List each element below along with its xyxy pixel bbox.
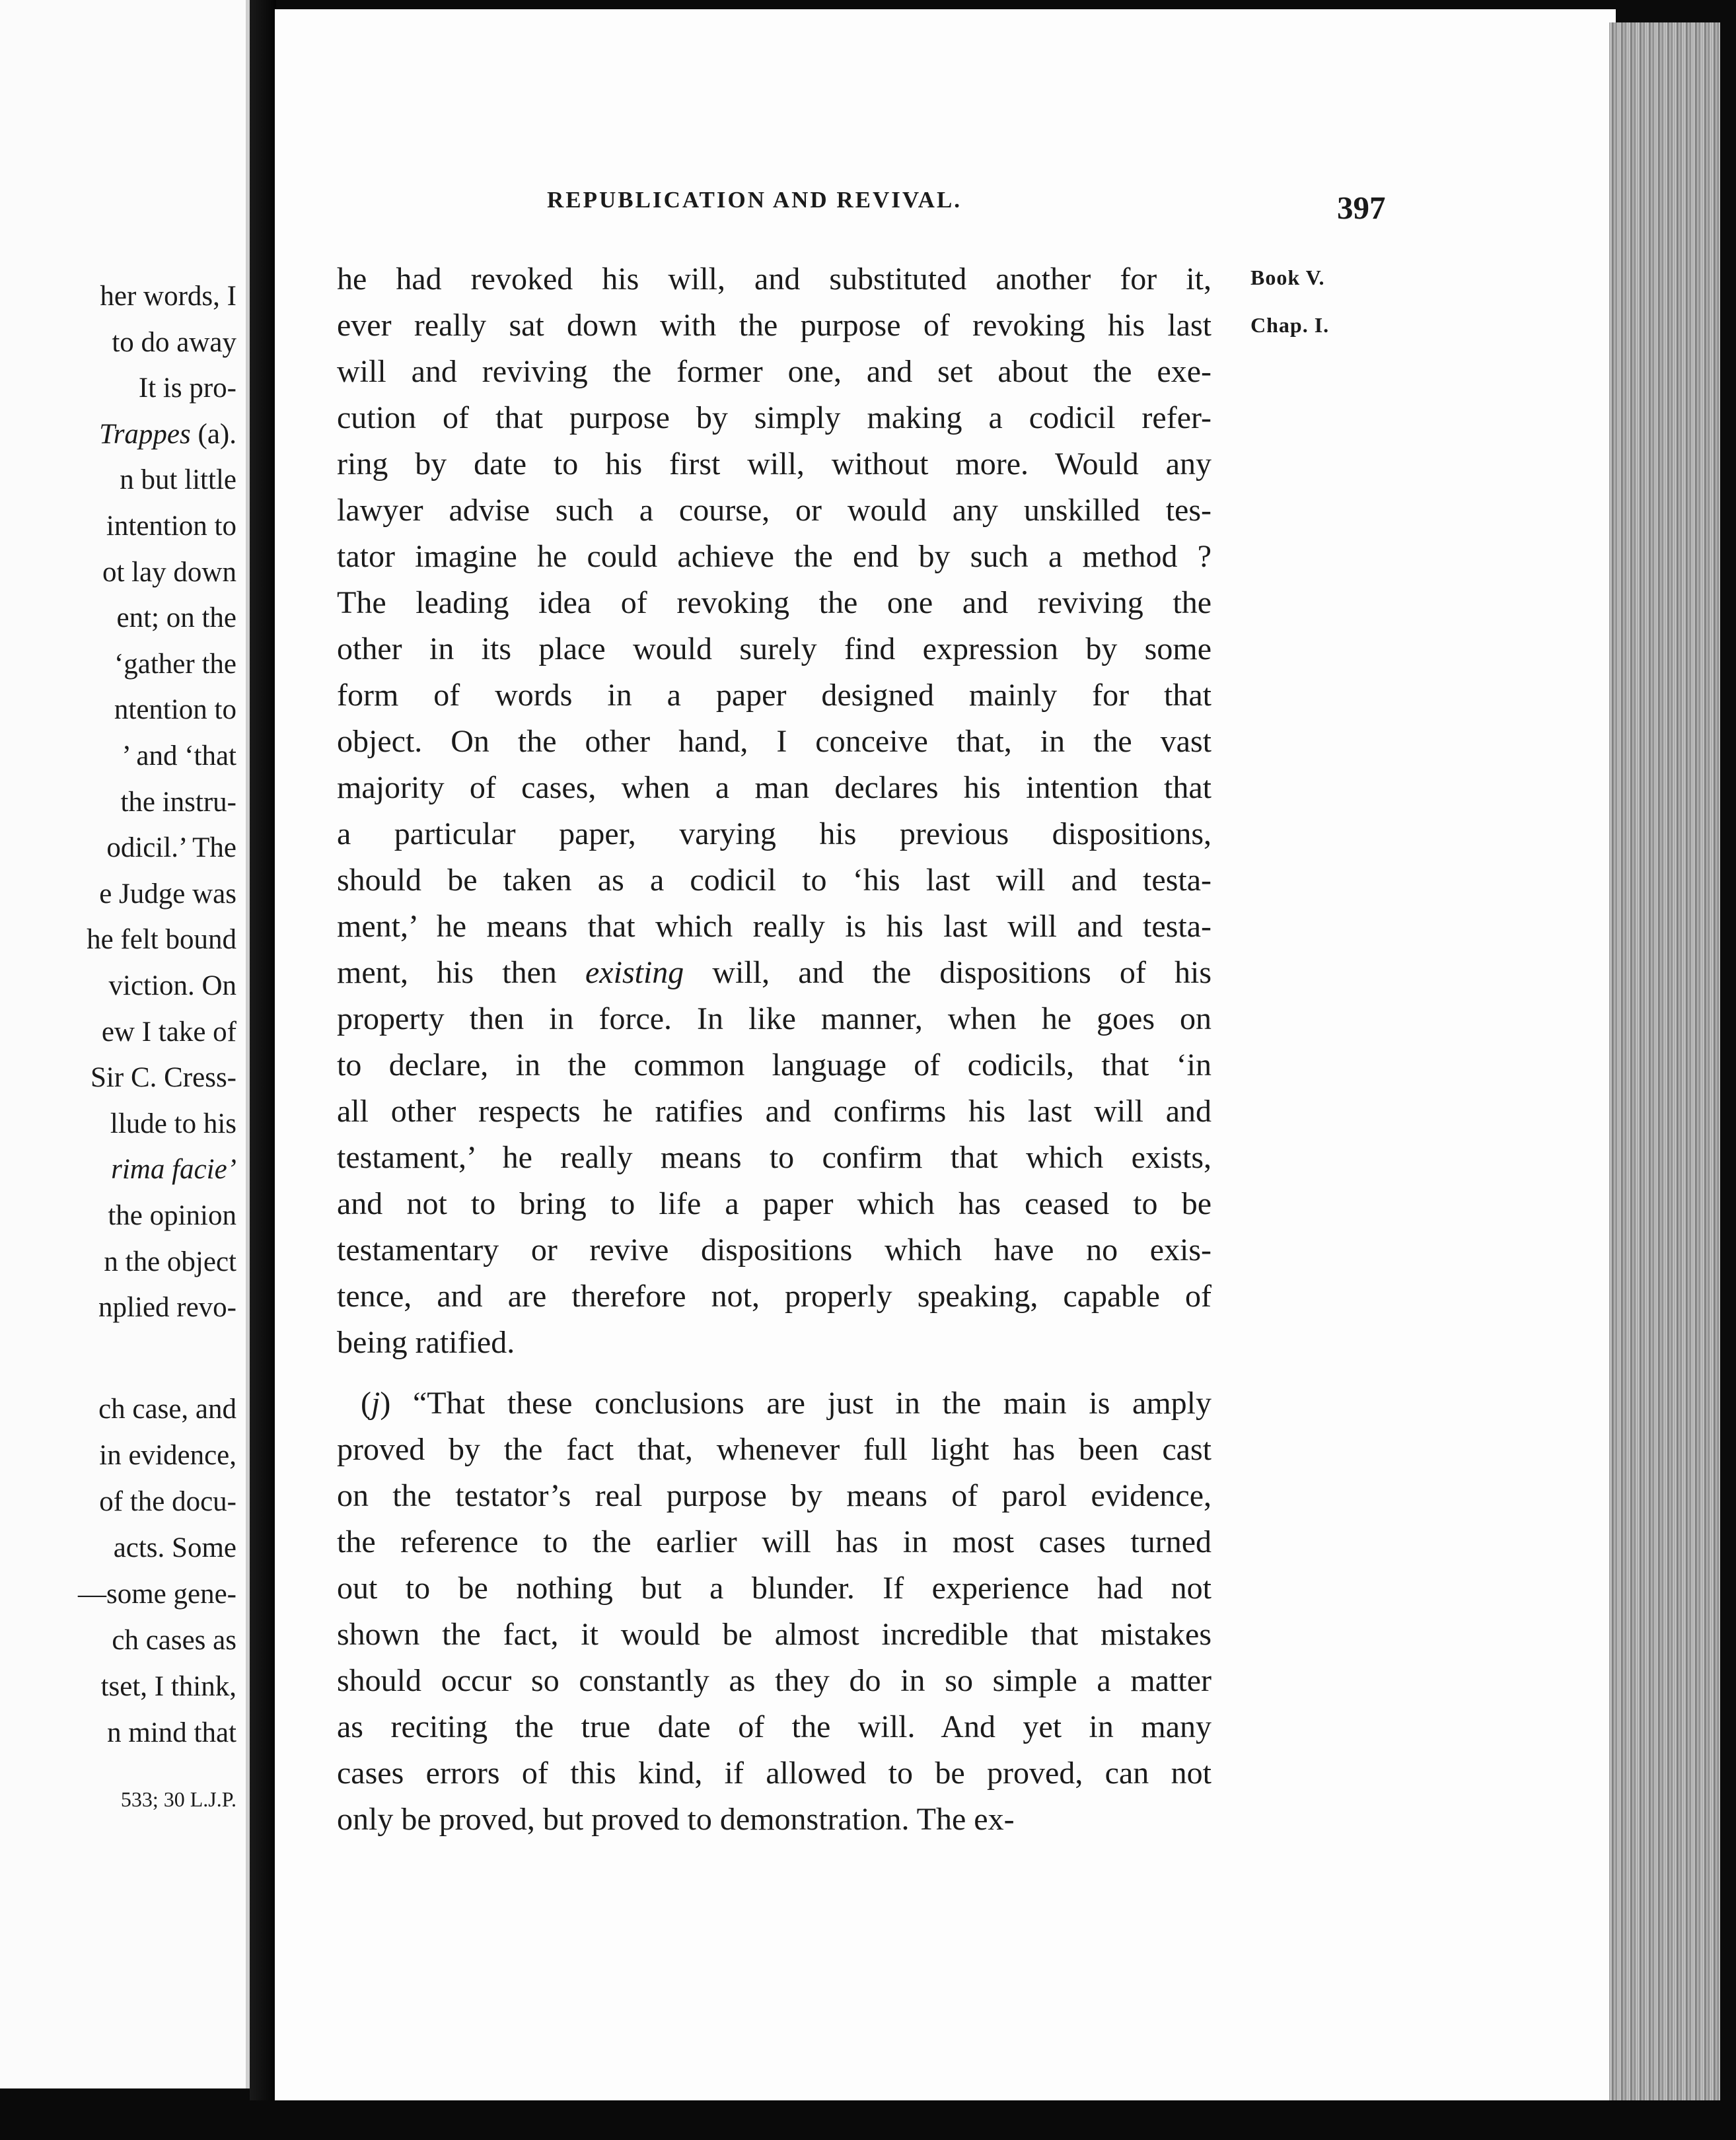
text-line: (j) “That these conclusions are just in the main is amply [361,1386,1212,1421]
left-page-line: nplied revo- [98,1292,236,1324]
left-page-line: n but little [120,464,236,496]
paragraph [337,1380,1212,1843]
left-page-line: ntention to [114,694,236,726]
text-line: he had revoked his will, and substituted another for it, [337,262,1212,297]
text-line: should be taken as a codicil to ‘his last will and testa- [337,863,1212,898]
text-line: tator imagine he could achieve the end by such a method ? [337,539,1212,574]
text-line: as reciting the true date of the will. And yet in many [337,1709,1212,1744]
text-line: the reference to the earlier will has in most cases turned [337,1524,1212,1559]
left-page-line: ’ and ‘that [122,740,236,771]
left-page-line: It is pro- [138,373,236,404]
text-line: out to be nothing but a blunder. If experience had not [337,1571,1212,1606]
text-line: being ratified. [337,1325,515,1360]
margin-book: Book V. [1250,266,1325,289]
text-line: tence, and are therefore not, properly speaking, capable of [337,1279,1212,1314]
text-line: cution of that purpose by simply making a codicil refer- [337,400,1212,435]
left-page-line: —some gene- [77,1579,236,1610]
running-head: REPUBLICATION AND REVIVAL. [547,187,962,213]
text-line: form of words in a paper designed mainly for that [337,678,1212,713]
left-page [0,0,250,2088]
text-line: on the testator’s real purpose by means of parol evidence, [337,1478,1212,1513]
left-page-line: ot lay down [102,556,236,588]
text-line: proved by the fact that, whenever full light has been cast [337,1432,1212,1467]
main-text [337,256,1212,1843]
page-edge [1609,22,1720,2103]
text-line: should occur so constantly as they do in so simple a matter [337,1663,1212,1698]
text-line: lawyer advise such a course, or would any unskilled tes- [337,493,1212,528]
page-number: 397 [1337,190,1386,226]
text-line: The leading idea of revoking the one and reviving the [337,585,1212,620]
left-page-line: to do away [112,326,236,358]
left-page-line: Trappes (a). [99,418,236,450]
text-line: only be proved, but proved to demonstration. The ex- [337,1802,1015,1837]
scan-border [0,2100,1736,2140]
left-page-line: tset, I think, [100,1671,236,1702]
left-page-line: he felt bound [87,924,236,956]
left-page-line: e Judge was [99,878,236,910]
left-page-line: ew I take of [101,1016,236,1048]
left-page-line: acts. Some [113,1532,236,1563]
left-page-line: ent; on the [116,602,236,634]
text-line: other in its place would surely find expression by some [337,631,1212,666]
text-line: ever really sat down with the purpose of revoking his last [337,308,1212,343]
text-line: ment, his then existing will, and the dispositions of his [337,955,1212,990]
text-line: property then in force. In like manner, when he goes on [337,1001,1212,1036]
text-line: a particular paper, varying his previous dispositions, [337,816,1212,851]
text-line: testamentary or revive dispositions which have no exis- [337,1232,1212,1267]
text-line: to declare, in the common language of codicils, that ‘in [337,1048,1212,1083]
left-page-line: n mind that [107,1717,236,1748]
book-gutter [250,0,276,2140]
left-page-line: the opinion [108,1200,236,1231]
text-line: testament,’ he really means to confirm that which exists, [337,1140,1212,1175]
left-page-line: ‘gather the [114,648,236,680]
paragraph [337,256,1212,1366]
left-page-line: in evidence, [99,1440,236,1471]
left-page-line: ch cases as [112,1625,236,1656]
text-line: cases errors of this kind, if allowed to be proved, can not [337,1756,1212,1791]
left-page-line: n the object [104,1246,236,1277]
left-page-line: odicil.’ The [106,832,236,864]
left-page-line: rima facie’ [111,1154,236,1186]
left-page-line: the instru- [120,786,236,818]
margin-chapter: Chap. I. [1250,313,1330,337]
left-page-footnote: 533; 30 L.J.P. [120,1787,236,1811]
left-page-line: llude to his [110,1108,236,1139]
left-page-line: her words, I [100,281,236,312]
text-line: ring by date to his first will, without more. Would any [337,446,1212,482]
left-page-line: viction. On [108,970,236,1001]
text-line: will and reviving the former one, and set about the exe- [337,354,1212,389]
text-line: all other respects he ratifies and confirms his last will and [337,1094,1212,1129]
text-line: and not to bring to life a paper which has ceased to be [337,1186,1212,1221]
text-line: ment,’ he means that which really is his last will and testa- [337,909,1212,944]
text-line: shown the fact, it would be almost incredible that mistakes [337,1617,1212,1652]
left-page-line: Sir C. Cress- [90,1062,236,1094]
text-line: majority of cases, when a man declares his intention that [337,770,1212,805]
left-page-line: of the docu- [99,1486,236,1517]
left-page-line: intention to [106,511,236,542]
left-page-line: ch case, and [98,1394,236,1425]
text-line: object. On the other hand, I conceive that, in the vast [337,724,1212,759]
